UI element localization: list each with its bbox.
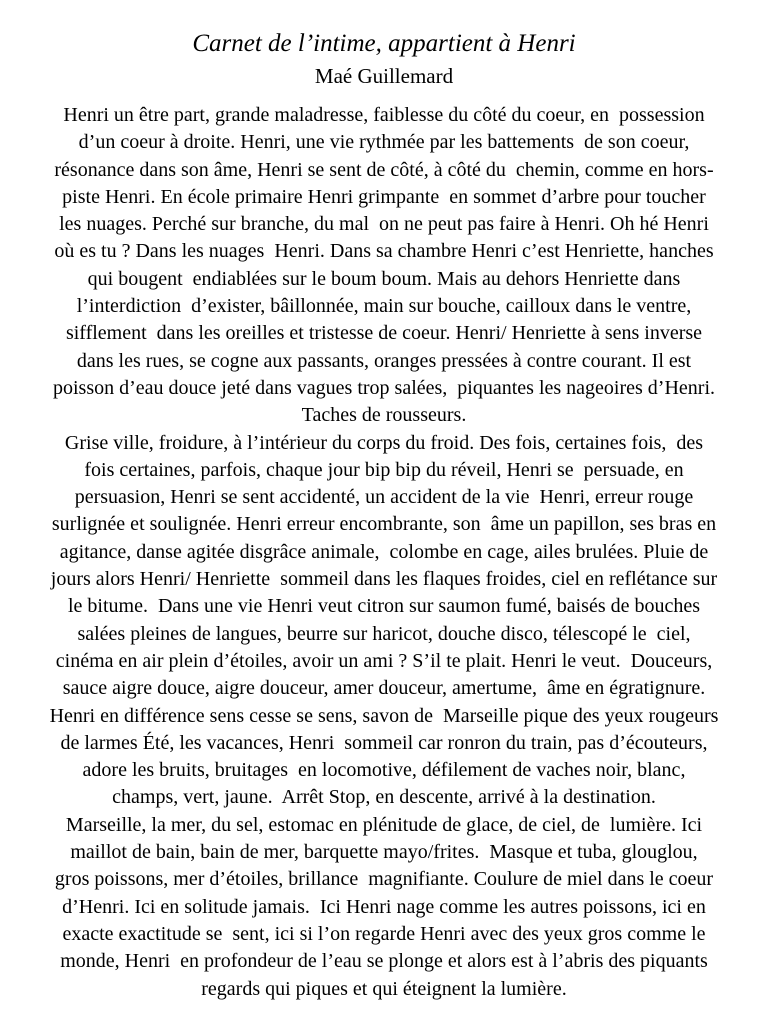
text-line: surlignée et soulignée. Henri erreur encombrante, son âme un papillon, ses bras en [51,513,717,536]
document-body [0,102,768,1003]
text-line: d’Henri. Ici en solitude jamais. Ici Henri nage comme les autres poissons, ici en [62,895,706,918]
text-line: maillot de bain, bain de mer, barquette mayo/frites. Masque et tuba, glouglou, [70,841,698,864]
text-line: poisson d’eau douce jeté dans vagues trop salées, piquantes les nageoires d’Henri. [52,376,716,399]
text-line: adore les bruits, bruitages en locomotive, défilement de vaches noir, blanc, [82,759,686,782]
text-line: Henri en différence sens cesse se sens, savon de Marseille pique des yeux rougeurs [49,704,719,727]
text-line: persuasion, Henri se sent accidenté, un accident de la vie Henri, erreur rouge [74,486,694,509]
text-line: regards qui piques et qui éteignent la lumière. [201,977,567,1000]
text-line: jours alors Henri/ Henriette sommeil dans les flaques froides, ciel en reflétance sur [50,568,718,591]
text-line: monde, Henri en profondeur de l’eau se plonge et alors est à l’abris des piquants [60,950,708,973]
text-line: d’un coeur à droite. Henri, une vie rythmée par les battements de son coeur, [78,131,690,154]
text-line: dans les rues, se cogne aux passants, oranges pressées à contre courant. Il est [76,349,692,372]
text-line: piste Henri. En école primaire Henri grimpante en sommet d’arbre pour toucher [62,185,706,208]
text-line: salées pleines de langues, beurre sur haricot, douche disco, télescopé le ciel, [77,622,691,645]
text-line: Henri un être part, grande maladresse, faiblesse du côté du coeur, en possession [63,104,705,126]
text-line: de larmes Été, les vacances, Henri sommeil car ronron du train, pas d’écouteurs, [60,731,708,754]
text-line: agitance, danse agitée disgrâce animale, colombe en cage, ailes brulées. Pluie de [59,540,709,563]
text-line: l’interdiction d’exister, bâillonnée, main sur bouche, cailloux dans le ventre, [76,295,692,318]
text-line: où es tu ? Dans les nuages Henri. Dans sa chambre Henri c’est Henriette, hanches [54,240,714,263]
text-line: les nuages. Perché sur branche, du mal on ne peut pas faire à Henri. Oh hé Henri [59,213,709,236]
text-line: fois certaines, parfois, chaque jour bip bip du réveil, Henri se persuade, en [84,458,684,481]
text-line: sauce aigre douce, aigre douceur, amer douceur, amertume, âme en égratignure. [62,677,706,700]
text-line: Taches de rousseurs. [301,404,467,427]
document-author: Maé Guillemard [314,64,454,88]
text-line: champs, vert, jaune. Arrêt Stop, en descente, arrivé à la destination. [112,786,656,809]
document-title: Carnet de l’intime, appartient à Henri [192,30,576,57]
text-line: résonance dans son âme, Henri se sent de côté, à côté du chemin, comme en hors- [54,158,714,181]
text-line: exacte exactitude se sent, ici si l’on regarde Henri avec des yeux gros comme le [62,922,706,945]
text-line: le bitume. Dans une vie Henri veut citron sur saumon fumé, baisés de bouches [67,595,701,618]
text-line: Marseille, la mer, du sel, estomac en plénitude de glace, de ciel, de lumière. Ici [65,813,703,836]
text-line: sifflement dans les oreilles et tristesse de coeur. Henri/ Henriette à sens inverse [65,322,703,345]
text-line: qui bougent endiablées sur le boum boum. Mais au dehors Henriette dans [87,267,681,290]
text-line: gros poissons, mer d’étoiles, brillance magnifiante. Coulure de miel dans le coeur [54,868,714,891]
text-line: Grise ville, froidure, à l’intérieur du corps du froid. Des fois, certaines fois, des [64,431,704,454]
text-line: cinéma en air plein d’étoiles, avoir un ami ? S’il te plait. Henri le veut. Douceurs, [55,649,713,672]
